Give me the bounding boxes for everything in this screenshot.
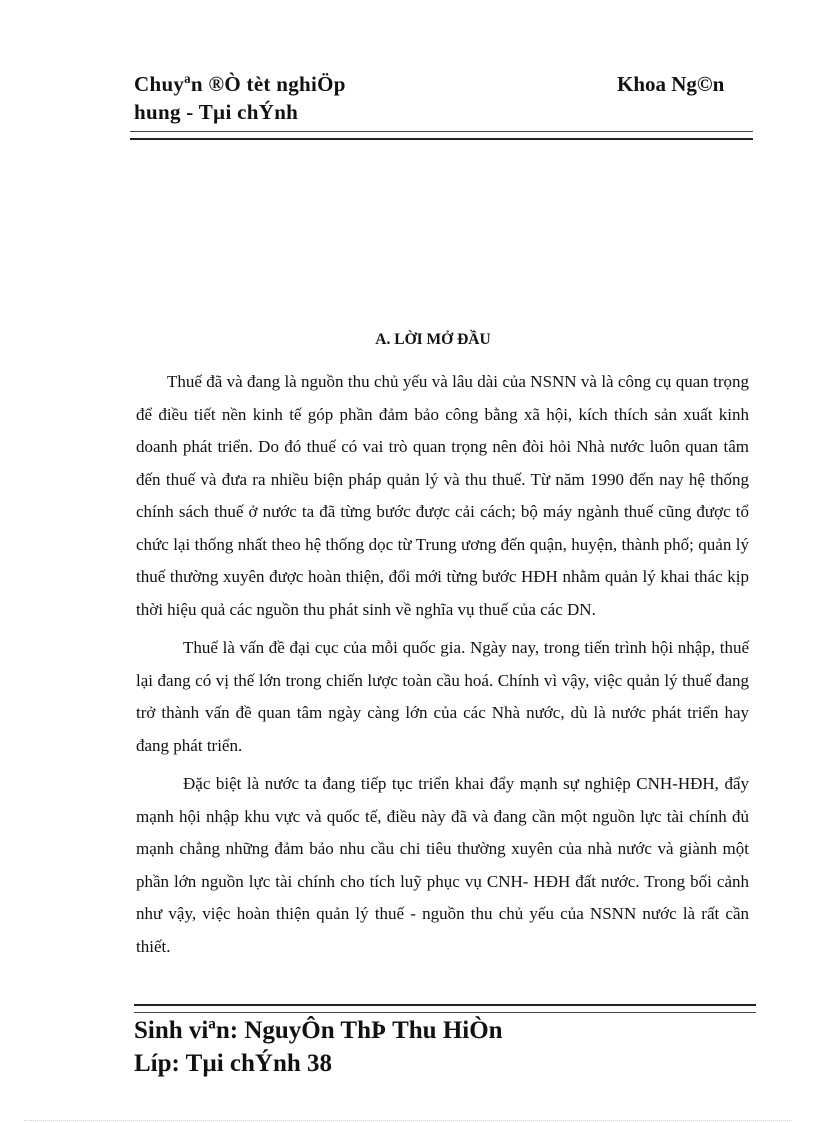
section-title: A. LỜI MỞ ĐẦU [375,331,491,348]
footer-student-name: Sinh viªn: NguyÔn ThÞ Thu HiÒn [134,1017,503,1044]
body-text [136,366,749,963]
header-divider [130,131,753,140]
paragraph-3: Đặc biệt là nước ta đang tiếp tục triển khai đẩy mạnh sự nghiệp CNH-HĐH, đẩy mạnh hội nhập khu vực và quốc tế, điều này đã và đang cần một nguồn lực tài chính đủ mạnh chẳng những đảm bảo nhu cầu chi tiêu thường xuyên của nhà nước và giành một phần lớn nguồn lực tài chính cho tích luỹ phục vụ CNH- HĐH đất nước. Trong bối cảnh như vậy, việc hoàn thiện quản lý thuế - nguồn thu chủ yếu của NSNN nước là rất cần thiết. [136,774,749,956]
footer [134,1014,503,1080]
paragraph-2: Thuế là vấn đề đại cục của mỗi quốc gia. Ngày nay, trong tiến trình hội nhập, thuế lại đang có vị thế lớn trong chiến lược toàn cầu hoá. Chính vì vậy, việc quản lý thuế đang trở thành vấn đề quan tâm ngày càng lớn của các Nhà nước, dù là nước phát triển hay đang phát triển. [136,638,749,755]
header-faculty: Khoa Ng©n [617,72,725,96]
paragraph-1: Thuế đã và đang là nguồn thu chủ yếu và lâu dài của NSNN và là công cụ quan trọng để điều tiết nền kinh tế góp phần đảm bảo công bằng xã hội, kích thích sản xuất kinh doanh phát triển. Do đó thuế có vai trò quan trọng nên đòi hỏi Nhà nước luôn quan tâm đến thuế và đưa ra nhiều biện pháp quản lý và thu thuế. Từ năm 1990 đến nay hệ thống chính sách thuế ở nước ta đã từng bước được cải cách; bộ máy ngành thuế cũng được tổ chức lại thống nhất theo hệ thống dọc từ Trung ương đến quận, huyện, thành phố; quản lý thuế thường xuyên được hoàn thiện, đổi mới từng bước HĐH nhằm quản lý khai thác kịp thời hiệu quả các nguồn thu phát sinh về nghĩa vụ thuế của các DN. [136,372,749,619]
footer-divider [134,1004,756,1013]
header-line-2: hung - Tµi chÝnh [134,100,299,124]
header-thesis-title [134,70,346,126]
header-line-1: Chuyªn ®Ò tèt nghiÖp [134,72,346,96]
page-edge-divider [24,1120,792,1121]
footer-class: Líp: Tµi chÝnh 38 [134,1050,333,1077]
